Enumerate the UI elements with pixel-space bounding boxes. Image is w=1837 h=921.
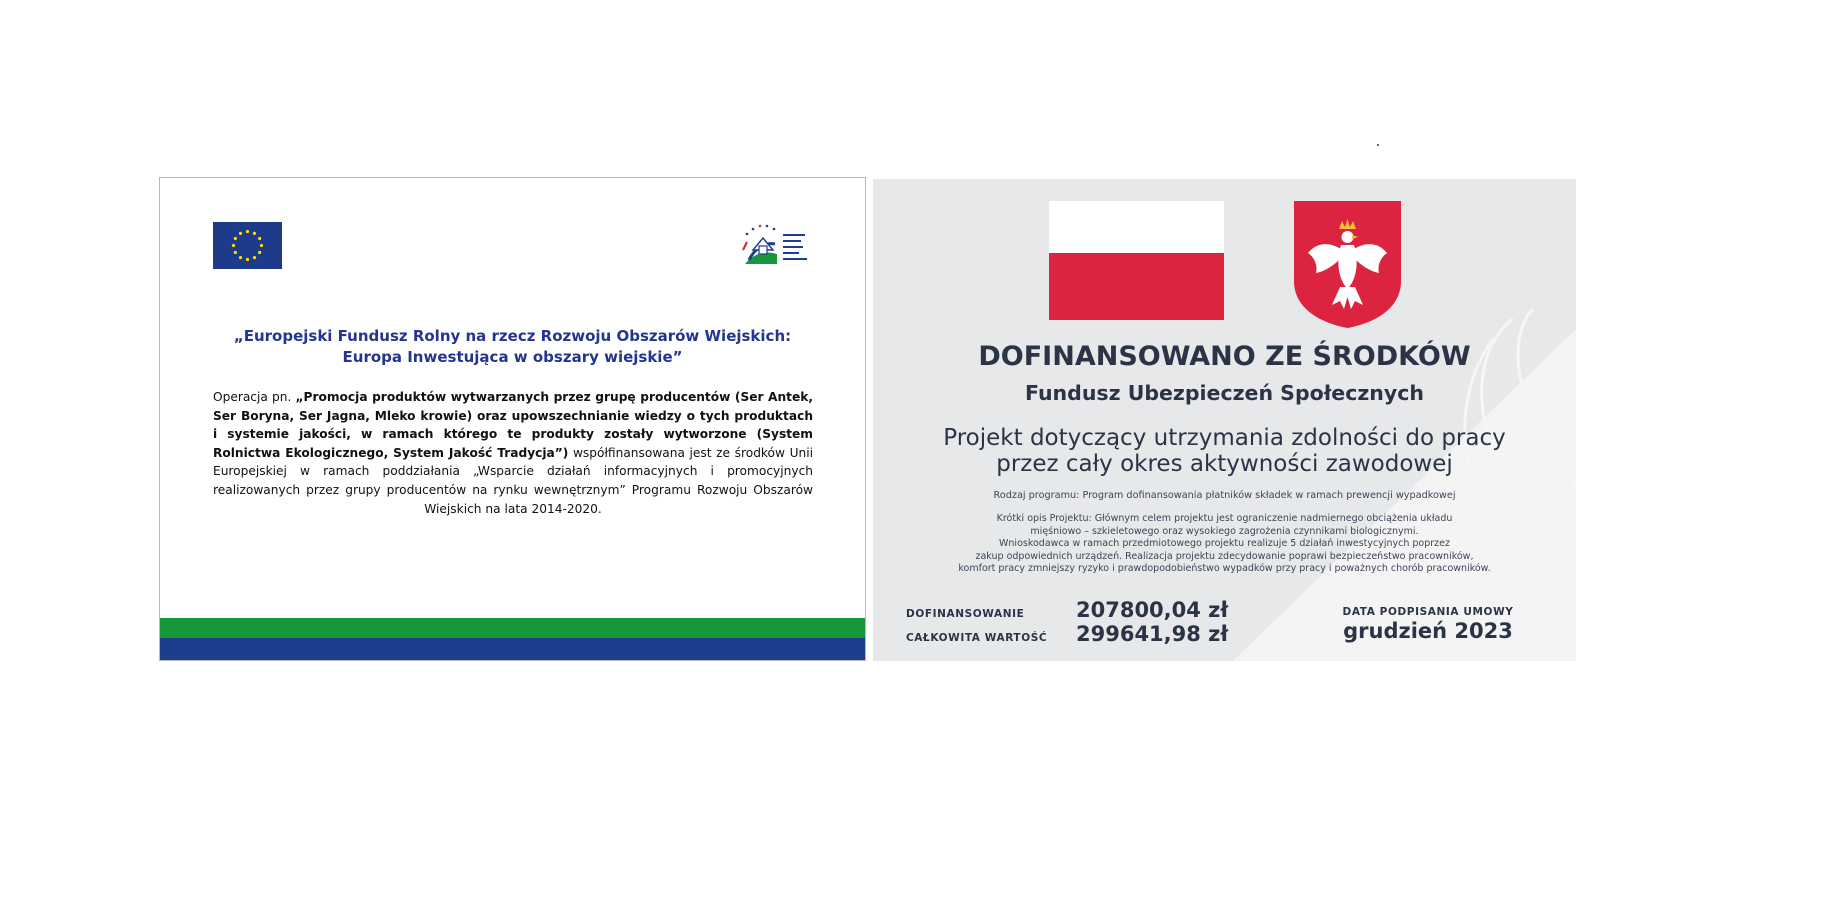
program-type: Rodzaj programu: Program dofinansowania płatników składek w ramach prewencji wypadkowej — [993, 490, 1456, 501]
eu-star-icon — [232, 244, 235, 247]
eu-heading-line1: „Europejski Fundusz Rolny na rzecz Rozwoju Obszarów Wiejskich: — [233, 327, 792, 345]
eu-star-icon — [258, 251, 261, 254]
cofinanced-title: DOFINANSOWANO ZE ŚRODKÓW — [978, 341, 1471, 372]
eu-star-icon — [246, 230, 249, 233]
eu-heading-line2: Europa Inwestująca w obszary wiejskie” — [342, 348, 683, 366]
eu-body-bold: „Promocja produktów wytwarzanych przez grupę producentów (Ser Antek, Ser Boryna, Ser Jagna, Mleko krowie) oraz upowszechnianie wiedzy o tych produktach i systemie jakości, w ramach którego te produkty zostały wytworzone (System Rolnictwa Ekologicznego, System Jakość Tradycja”) — [213, 390, 813, 460]
eu-star-icon — [234, 251, 237, 254]
eu-star-icon — [246, 258, 249, 261]
total-value-label: CAŁKOWITA WARTOŚĆ — [906, 632, 1048, 644]
eu-star-icon — [253, 256, 256, 259]
eu-operation-description — [213, 388, 813, 518]
eu-star-icon — [239, 232, 242, 235]
fund-name: Fundusz Ubezpieczeń Społecznych — [1024, 381, 1424, 405]
prow-logo-icon — [735, 220, 825, 270]
desc-line1: Krótki opis Projektu: Głównym celem projektu jest ograniczenie nadmiernego obciążenia układu — [996, 513, 1453, 524]
background-watermark-icon — [873, 179, 1576, 661]
stray-dot — [1377, 144, 1379, 146]
eu-body-rest: współfinansowana jest ze środków Unii Europejskiej w ramach poddziałania „Wsparcie działań informacyjnych i promocyjnych realizowanych przez grupy producentów na rynku wewnętrznym” Programu Rozwoju Obszarów Wiejskich na lata 2014-2020. — [213, 445, 813, 516]
eu-fund-heading — [200, 326, 825, 368]
eu-information-board — [159, 177, 866, 661]
project-title-line2: przez cały okres aktywności zawodowej — [996, 451, 1453, 477]
project-title — [873, 425, 1576, 477]
eu-star-icon — [239, 256, 242, 259]
eu-flag-icon — [213, 222, 282, 269]
polish-eagle-emblem-icon — [1294, 201, 1401, 328]
contract-date-value: grudzień 2023 — [1343, 619, 1513, 643]
eu-star-icon — [234, 237, 237, 240]
desc-line5: komfort pracy zmniejszy ryzyko i prawdopodobieństwo wypadków przy pracy i poważnych chorób pracowników. — [958, 563, 1491, 575]
project-title-line1: Projekt dotyczący utrzymania zdolności do pracy — [943, 425, 1506, 451]
eu-star-icon — [260, 244, 263, 247]
total-value-amount: 299641,98 zł — [1076, 622, 1229, 646]
fus-information-board — [873, 179, 1576, 661]
desc-line4: zakup odpowiednich urządzeń. Realizacja projektu zdecydowanie poprawi bezpieczeństwo pracowników, — [975, 550, 1474, 562]
green-stripe — [160, 618, 865, 638]
blue-stripe — [160, 638, 865, 661]
desc-line3: Wnioskodawca w ramach przedmiotowego projektu realizuje 5 działań inwestycyjnych poprzez — [999, 538, 1450, 550]
cofinancing-label: DOFINANSOWANIE — [906, 608, 1025, 620]
eu-star-icon — [253, 232, 256, 235]
cofinancing-value: 207800,04 zł — [1076, 598, 1229, 622]
eu-body-intro: Operacja pn. — [213, 390, 296, 404]
polish-flag-icon — [1049, 201, 1224, 320]
project-description — [893, 513, 1556, 576]
desc-line2: mięśniowo – szkieletowego oraz wysokiego zagrożenia czynnikami biologicznymi. — [1030, 525, 1419, 537]
eu-star-icon — [258, 237, 261, 240]
contract-date-label: DATA PODPISANIA UMOWY — [1342, 606, 1514, 618]
